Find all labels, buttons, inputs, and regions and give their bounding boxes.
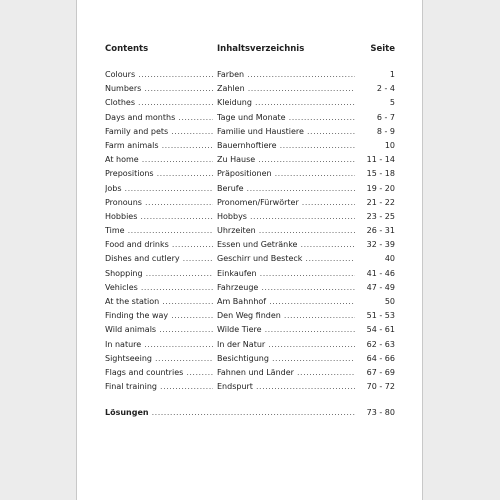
toc-entry-page: 50 xyxy=(382,295,395,309)
toc-entry-page: 11 - 14 xyxy=(364,153,395,167)
toc-entry-en: Sightseeing ..... xyxy=(105,352,213,366)
toc-header xyxy=(105,44,395,58)
toc-entry-page: 26 - 31 xyxy=(364,224,395,238)
toc-entry-de: Kleidung ..... xyxy=(217,96,355,110)
toc-entry-de: Besichtigung ..... xyxy=(217,352,355,366)
header-seite: Seite xyxy=(370,44,395,54)
toc-row xyxy=(105,338,395,352)
toc-entry-en: Pronouns ..... xyxy=(105,196,213,210)
toc-entry-page: 2 - 4 xyxy=(374,82,395,96)
toc-entry-de: Uhrzeiten ..... xyxy=(217,224,355,238)
toc-row xyxy=(105,68,395,82)
toc-row xyxy=(105,210,395,224)
toc-entry-de: Hobbys ..... xyxy=(217,210,355,224)
toc-row xyxy=(105,139,395,153)
toc-entry-de: Pronomen/Fürwörter ..... xyxy=(217,196,355,210)
toc-entry-page: 1 xyxy=(387,68,395,82)
toc-entry-en: Flags and countries ..... xyxy=(105,366,213,380)
toc-entry-de: Bauernhoftiere ..... xyxy=(217,139,355,153)
toc-entry-en: At the station ..... xyxy=(105,295,213,309)
solutions-page: 73 - 80 xyxy=(364,406,395,420)
toc-entry-en: Wild animals ..... xyxy=(105,323,213,337)
toc-solutions-row xyxy=(105,406,395,420)
toc-entry-page: 41 - 46 xyxy=(364,267,395,281)
toc-row xyxy=(105,295,395,309)
toc-entry-de: Wilde Tiere ..... xyxy=(217,323,355,337)
toc-row xyxy=(105,82,395,96)
toc-entry-page: 6 - 7 xyxy=(374,111,395,125)
toc-list xyxy=(105,68,395,394)
toc-entry-page: 19 - 20 xyxy=(364,182,395,196)
toc-row xyxy=(105,167,395,181)
toc-entry-en: In nature ..... xyxy=(105,338,213,352)
toc-entry-en: Hobbies ..... xyxy=(105,210,213,224)
toc-row xyxy=(105,281,395,295)
toc-entry-de: Farben ..... xyxy=(217,68,355,82)
toc-entry-de: Familie und Haustiere ..... xyxy=(217,125,355,139)
toc-row xyxy=(105,111,395,125)
toc-entry-de: Essen und Getränke ..... xyxy=(217,238,355,252)
toc-entry-de: Fahrzeuge ..... xyxy=(217,281,355,295)
toc-row xyxy=(105,267,395,281)
toc-entry-page: 70 - 72 xyxy=(364,380,395,394)
toc-entry-en: Numbers ..... xyxy=(105,82,213,96)
toc-entry-de: Tage und Monate ..... xyxy=(217,111,355,125)
header-contents: Contents xyxy=(105,44,149,54)
toc-entry-en: Farm animals ..... xyxy=(105,139,213,153)
toc-row xyxy=(105,366,395,380)
toc-entry-en: Family and pets ..... xyxy=(105,125,213,139)
toc-entry-page: 40 xyxy=(382,252,395,266)
toc-entry-en: Prepositions ..... xyxy=(105,167,213,181)
toc-row xyxy=(105,182,395,196)
toc-row xyxy=(105,196,395,210)
toc-entry-page: 10 xyxy=(382,139,395,153)
solutions-label: Lösungen ..... xyxy=(105,406,355,420)
toc-row xyxy=(105,224,395,238)
toc-entry-page: 23 - 25 xyxy=(364,210,395,224)
toc-entry-de: Berufe ..... xyxy=(217,182,355,196)
toc-entry-en: Finding the way ..... xyxy=(105,309,213,323)
toc-row xyxy=(105,323,395,337)
toc-row xyxy=(105,125,395,139)
toc-entry-page: 51 - 53 xyxy=(364,309,395,323)
toc-entry-en: Vehicles ..... xyxy=(105,281,213,295)
toc-entry-page: 54 - 61 xyxy=(364,323,395,337)
toc-row xyxy=(105,252,395,266)
document-page xyxy=(76,0,423,500)
toc-entry-page: 47 - 49 xyxy=(364,281,395,295)
toc-entry-page: 21 - 22 xyxy=(364,196,395,210)
toc-row xyxy=(105,96,395,110)
toc-entry-de: Geschirr und Besteck ..... xyxy=(217,252,355,266)
toc-entry-de: Zahlen ..... xyxy=(217,82,355,96)
toc-entry-de: Einkaufen ..... xyxy=(217,267,355,281)
toc-entry-en: Dishes and cutlery ..... xyxy=(105,252,213,266)
toc-entry-page: 5 xyxy=(387,96,395,110)
toc-entry-page: 64 - 66 xyxy=(364,352,395,366)
toc-entry-page: 15 - 18 xyxy=(364,167,395,181)
toc-entry-de: Endspurt ..... xyxy=(217,380,355,394)
toc-entry-de: Am Bahnhof ..... xyxy=(217,295,355,309)
toc-entry-en: Time ..... xyxy=(105,224,213,238)
toc-entry-en: Clothes ..... xyxy=(105,96,213,110)
toc-entry-page: 62 - 63 xyxy=(364,338,395,352)
toc-row xyxy=(105,153,395,167)
toc-entry-de: Fahnen und Länder ..... xyxy=(217,366,355,380)
header-inhaltsverzeichnis: Inhaltsverzeichnis xyxy=(217,44,305,54)
toc-entry-en: Colours ..... xyxy=(105,68,213,82)
toc-entry-de: Präpositionen ..... xyxy=(217,167,355,181)
toc-entry-en: Jobs ..... xyxy=(105,182,213,196)
toc-row xyxy=(105,352,395,366)
toc-entry-de: Zu Hause ..... xyxy=(217,153,355,167)
toc-entry-page: 32 - 39 xyxy=(364,238,395,252)
toc-entry-de: In der Natur ..... xyxy=(217,338,355,352)
toc-entry-page: 8 - 9 xyxy=(374,125,395,139)
toc-entry-en: At home ..... xyxy=(105,153,213,167)
toc-entry-en: Final training ..... xyxy=(105,380,213,394)
toc-entry-en: Shopping ..... xyxy=(105,267,213,281)
toc-entry-en: Food and drinks ..... xyxy=(105,238,213,252)
toc-entry-de: Den Weg finden ..... xyxy=(217,309,355,323)
toc-row xyxy=(105,380,395,394)
toc-entry-en: Days and months ..... xyxy=(105,111,213,125)
toc-entry-page: 67 - 69 xyxy=(364,366,395,380)
toc-row xyxy=(105,309,395,323)
toc-row xyxy=(105,238,395,252)
